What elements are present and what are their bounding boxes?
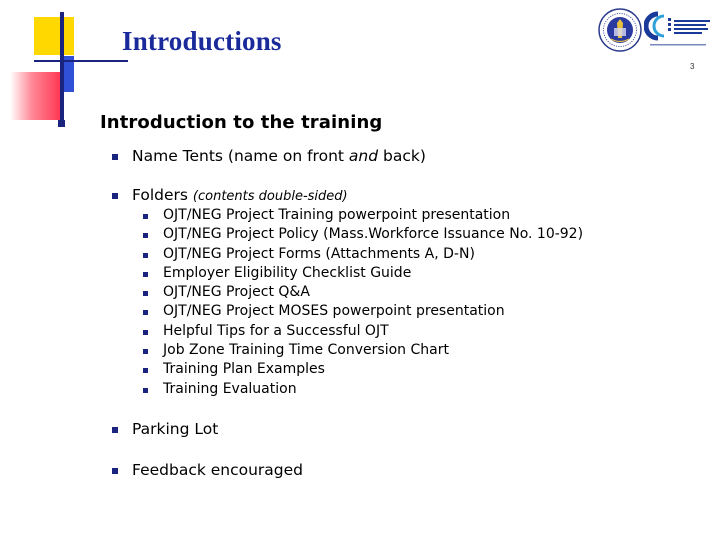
horizontal-rule bbox=[34, 60, 128, 62]
item-folders: Folders (contents double-sided) bbox=[132, 186, 348, 204]
square-bullet-icon bbox=[143, 272, 148, 277]
item-name-tents: Name Tents (name on front and back) bbox=[132, 147, 426, 165]
square-bullet-icon bbox=[143, 388, 148, 393]
square-bullet-icon bbox=[143, 253, 148, 258]
main-heading: Introduction to the training bbox=[100, 112, 383, 133]
logo-area bbox=[596, 6, 714, 56]
pink-gradient-block bbox=[10, 72, 64, 120]
square-bullet-icon bbox=[112, 427, 118, 433]
square-bullet-icon bbox=[143, 349, 148, 354]
square-bullet-icon bbox=[112, 154, 118, 160]
square-bullet-icon bbox=[143, 233, 148, 238]
square-bullet-icon bbox=[143, 368, 148, 373]
corner-decoration bbox=[0, 0, 130, 130]
item-feedback: Feedback encouraged bbox=[132, 461, 304, 479]
career-centers-logo-icon bbox=[644, 10, 714, 52]
square-bullet-icon bbox=[143, 214, 148, 219]
square-bullet-icon bbox=[143, 310, 148, 315]
square-bullet-icon bbox=[112, 468, 118, 474]
page-number: 3 bbox=[690, 62, 695, 71]
state-seal-icon bbox=[598, 8, 642, 52]
vertical-rule bbox=[60, 12, 64, 124]
square-bullet-icon bbox=[143, 291, 148, 296]
square-bullet-icon bbox=[143, 330, 148, 335]
square-bullet-icon bbox=[112, 193, 118, 199]
slide-title: Introductions bbox=[122, 26, 282, 56]
yellow-square bbox=[34, 17, 74, 55]
item-parking-lot: Parking Lot bbox=[132, 420, 219, 438]
square-bullet-icon bbox=[58, 120, 65, 127]
folders-note: (contents double-sided) bbox=[192, 189, 348, 204]
